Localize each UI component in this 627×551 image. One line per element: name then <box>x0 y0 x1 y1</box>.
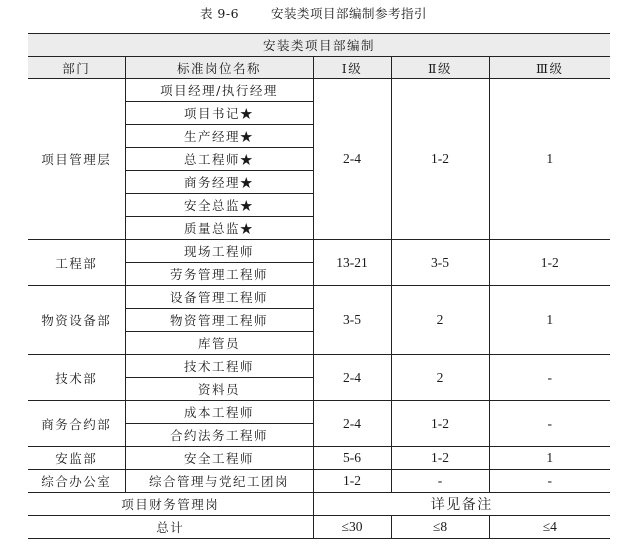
position-name: 生产经理★ <box>125 125 313 148</box>
count-level3: 1 <box>489 447 610 470</box>
count-level2: 1-2 <box>391 447 489 470</box>
column-header-level1: Ⅰ级 <box>313 57 391 79</box>
position-name: 技术工程师 <box>125 355 313 378</box>
total-level3: ≤4 <box>489 516 610 539</box>
total-label: 总计 <box>28 516 313 539</box>
department-name: 工程部 <box>28 240 125 286</box>
count-level2: 2 <box>391 286 489 355</box>
table-row <box>28 355 610 378</box>
position-name: 项目书记★ <box>125 102 313 125</box>
position-name: 成本工程师 <box>125 401 313 424</box>
count-level2: 2 <box>391 355 489 401</box>
finance-note: 详见备注 <box>313 493 610 516</box>
count-level1: 13-21 <box>313 240 391 286</box>
total-level1: ≤30 <box>313 516 391 539</box>
column-header-position: 标准岗位名称 <box>125 57 313 79</box>
count-level2: 3-5 <box>391 240 489 286</box>
position-name: 综合管理与党纪工团岗 <box>125 470 313 493</box>
department-name: 商务合约部 <box>28 401 125 447</box>
count-level1: 3-5 <box>313 286 391 355</box>
department-name: 安监部 <box>28 447 125 470</box>
count-level3: - <box>489 355 610 401</box>
table-row <box>28 79 610 102</box>
count-level3: 1 <box>489 286 610 355</box>
table-caption <box>0 4 627 22</box>
count-level3: - <box>489 401 610 447</box>
position-name: 商务经理★ <box>125 171 313 194</box>
table-row <box>28 470 610 493</box>
department-name: 技术部 <box>28 355 125 401</box>
column-header-department: 部门 <box>28 57 125 79</box>
position-name: 质量总监★ <box>125 217 313 240</box>
count-level1: 2-4 <box>313 401 391 447</box>
table-row <box>28 240 610 263</box>
count-level2: 1-2 <box>391 79 489 240</box>
count-level3: 1-2 <box>489 240 610 286</box>
count-level1: 2-4 <box>313 79 391 240</box>
total-row <box>28 516 610 539</box>
position-name: 资料员 <box>125 378 313 401</box>
table-row <box>28 447 610 470</box>
position-name: 设备管理工程师 <box>125 286 313 309</box>
table-title: 安装类项目部编制参考指引 <box>271 6 428 21</box>
count-level2: 1-2 <box>391 401 489 447</box>
column-header-row <box>28 57 610 79</box>
position-name: 总工程师★ <box>125 148 313 171</box>
finance-position: 项目财务管理岗 <box>28 493 313 516</box>
count-level1: 5-6 <box>313 447 391 470</box>
department-name: 综合办公室 <box>28 470 125 493</box>
position-name: 库管员 <box>125 332 313 355</box>
count-level3: 1 <box>489 79 610 240</box>
position-name: 项目经理/执行经理 <box>125 79 313 102</box>
position-name: 安全总监★ <box>125 194 313 217</box>
position-name: 劳务管理工程师 <box>125 263 313 286</box>
position-name: 物资管理工程师 <box>125 309 313 332</box>
position-name: 安全工程师 <box>125 447 313 470</box>
count-level1: 1-2 <box>313 470 391 493</box>
finance-row <box>28 493 610 516</box>
count-level2: - <box>391 470 489 493</box>
position-name: 合约法务工程师 <box>125 424 313 447</box>
count-level3: - <box>489 470 610 493</box>
column-header-level3: Ⅲ级 <box>489 57 610 79</box>
department-name: 项目管理层 <box>28 79 125 240</box>
staffing-table <box>28 33 610 539</box>
department-name: 物资设备部 <box>28 286 125 355</box>
table-title-row <box>28 34 610 57</box>
table-row <box>28 401 610 424</box>
total-level2: ≤8 <box>391 516 489 539</box>
table-row <box>28 286 610 309</box>
table-number: 表 9-6 <box>199 6 240 21</box>
column-header-level2: Ⅱ级 <box>391 57 489 79</box>
count-level1: 2-4 <box>313 355 391 401</box>
table-header-title: 安装类项目部编制 <box>28 34 610 57</box>
position-name: 现场工程师 <box>125 240 313 263</box>
